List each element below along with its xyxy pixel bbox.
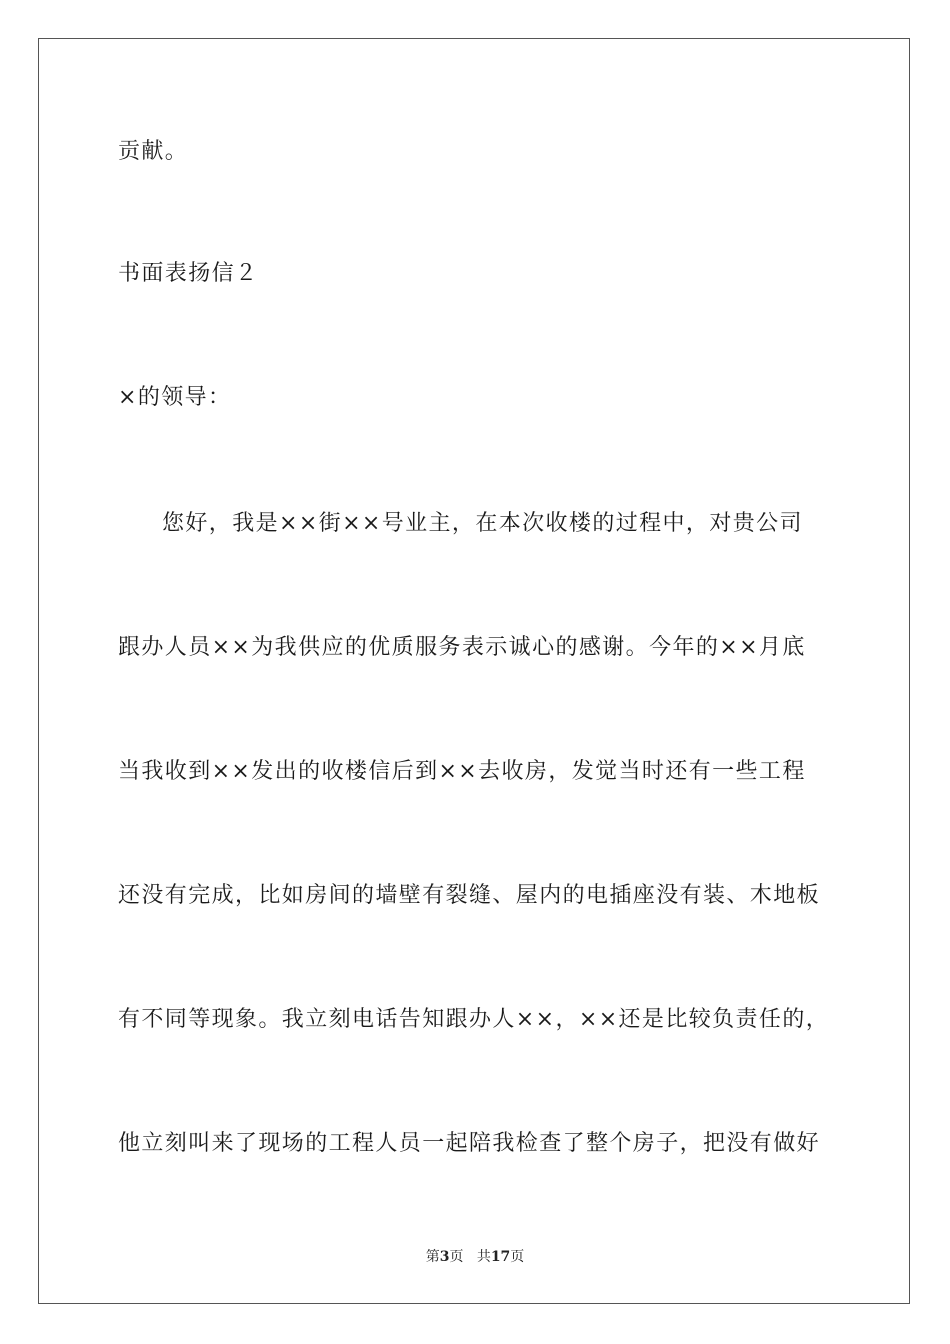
paragraph-line-6: 他立刻叫来了现场的工程人员一起陪我检查了整个房子，把没有做好 [118, 1131, 821, 1156]
paragraph-line-5: 有不同等现象。我立刻电话告知跟办人××，××还是比较负责任的， [118, 1007, 830, 1032]
page-prefix: 第 [425, 1249, 440, 1265]
paragraph-line-2: 跟办人员××为我供应的优质服务表示诚心的感谢。今年的××月底 [118, 635, 806, 660]
salutation: ×的领导： [118, 385, 232, 410]
total-prefix: 共 [476, 1249, 491, 1265]
text-line-1: 贡献。 [118, 139, 189, 164]
page-number: 3 [439, 1249, 450, 1265]
paragraph-line-4: 还没有完成，比如房间的墙壁有裂缝、屋内的电插座没有装、木地板 [118, 883, 821, 908]
total-suffix: 页 [510, 1249, 525, 1265]
page-footer [0, 1246, 950, 1266]
page-suffix: 页 [449, 1249, 464, 1265]
total-pages: 17 [490, 1249, 511, 1265]
paragraph-line-1: 您好，我是××街××号业主，在本次收楼的过程中，对贵公司 [162, 511, 803, 536]
page-border [38, 38, 910, 1304]
section-heading: 书面表扬信２ [118, 261, 259, 286]
paragraph-line-3: 当我收到××发出的收楼信后到××去收房，发觉当时还有一些工程 [118, 759, 806, 784]
